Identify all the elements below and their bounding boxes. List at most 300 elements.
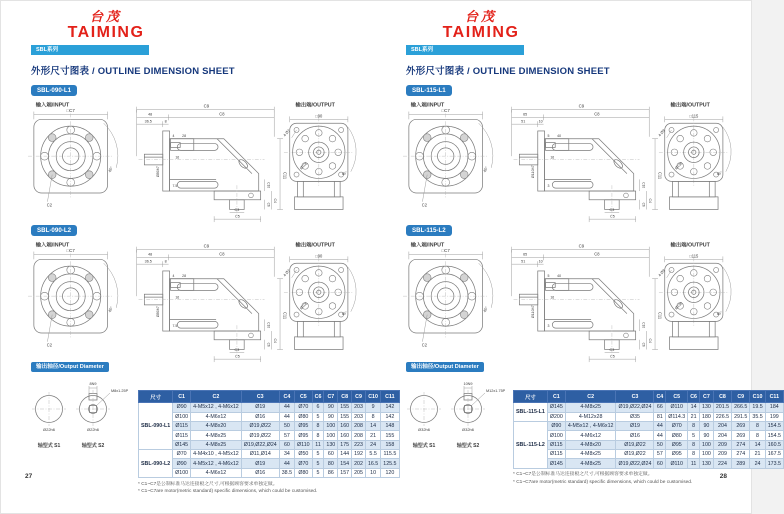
- output-shaft-diagram: [27, 373, 139, 455]
- dim-cell: 5: [688, 431, 700, 440]
- dim-cell: 9: [365, 403, 380, 412]
- sq_out-label: □90: [315, 253, 323, 259]
- ld3-label: 16: [550, 155, 555, 160]
- dim-cell: 204: [713, 421, 731, 430]
- ld1-label: 5: [547, 133, 550, 138]
- dimension-table-wrap: [138, 390, 397, 496]
- dim-cell: Ø19: [616, 421, 654, 430]
- shaft_s2_label-label: 轴型式 S2: [81, 443, 105, 449]
- dim-cell: 173.5: [765, 459, 783, 468]
- shaft_s1_dim-label: Ø22h6: [42, 427, 56, 432]
- dim-cell: 158: [381, 440, 399, 449]
- model-badge: SBL-115-L2: [406, 225, 452, 236]
- d3-label: 8: [164, 259, 167, 264]
- dim-cell: 269: [732, 421, 750, 430]
- dim-cell: Ø110: [666, 459, 688, 468]
- table-row: [514, 412, 784, 421]
- shaft_key_dim-label: 10N9: [463, 382, 473, 386]
- table-row: [514, 403, 784, 412]
- shaft_s1_dim-label: Ø32h6: [417, 427, 431, 432]
- oang-label: 45°: [341, 170, 348, 177]
- dim-cell: Ø90: [173, 403, 191, 412]
- d1-label: 48: [148, 252, 153, 257]
- c5-label: C5: [235, 354, 240, 359]
- dim-cell: Ø19,Ø22: [616, 440, 654, 449]
- technical-drawing: [392, 98, 732, 224]
- shaft_d-label: Ø110h7: [530, 305, 535, 319]
- c8-label: C8: [219, 111, 225, 117]
- dim-cell: Ø19,Ø22: [616, 450, 654, 459]
- sq_in-label: □C7: [441, 248, 450, 254]
- dim-cell: 4-M5x12 , 4-M6x12: [565, 421, 616, 430]
- shaft_tap-label: M12x1.75P: [486, 389, 506, 393]
- shaft_s1_label-label: 轴型式 S1: [37, 443, 61, 449]
- dim-cell: Ø200: [547, 412, 565, 421]
- output-diameter-badge: 输出轴径/Output Diameter: [31, 362, 109, 372]
- dim-cell: 130: [700, 459, 714, 468]
- column-header: C10: [365, 391, 380, 403]
- dim-cell: 60: [279, 440, 294, 449]
- dim-cell: Ø110: [666, 403, 688, 412]
- dim-cell: 154.5: [765, 431, 783, 440]
- dim-cell: 24: [365, 440, 380, 449]
- dim-cell: 11: [312, 440, 324, 449]
- ld2-label: 40: [557, 133, 562, 138]
- dim-cell: 209: [713, 450, 731, 459]
- holes-label: 4-Ø9: [657, 128, 666, 138]
- dim-cell: 289: [732, 459, 750, 468]
- table-row: [139, 440, 400, 449]
- dim-cell: Ø16: [616, 431, 654, 440]
- column-header: C5: [666, 391, 688, 403]
- inp-label: 输入端/INPUT: [410, 102, 445, 109]
- c3-label: C3: [609, 347, 615, 352]
- logo-wordmark: TAIMING: [442, 24, 520, 41]
- dim-cell: 160: [338, 431, 352, 440]
- out-label: 输出端/OUTPUT: [670, 102, 710, 109]
- dim-cell: 21: [688, 412, 700, 421]
- ld2-label: 28: [182, 273, 187, 278]
- column-header: C6: [312, 391, 324, 403]
- column-header: C11: [765, 391, 783, 403]
- column-header: 尺寸: [514, 391, 548, 403]
- column-header: C4: [279, 391, 294, 403]
- page-27: [1, 1, 397, 513]
- dim-cell: 5.5: [365, 450, 380, 459]
- column-header: C2: [565, 391, 616, 403]
- column-header: C3: [241, 391, 279, 403]
- dim-cell: 155: [338, 412, 352, 421]
- model-cell: SBL-090-L2: [139, 450, 173, 478]
- c3-label: C3: [234, 347, 240, 352]
- dim-cell: 205: [352, 468, 366, 477]
- out-label: 输出端/OUTPUT: [670, 242, 710, 249]
- dim-cell: 50: [654, 440, 666, 449]
- dim-cell: 291.5: [732, 412, 750, 421]
- series-banner: SBL系列: [31, 45, 149, 55]
- dim-cell: 269: [732, 431, 750, 440]
- dim-cell: Ø16: [241, 468, 279, 477]
- dim-cell: 167.5: [765, 450, 783, 459]
- c4-label: C4: [273, 198, 278, 203]
- c5-label: C5: [610, 354, 615, 359]
- c11-label: C11: [282, 171, 288, 180]
- oang-label: 45°: [716, 170, 723, 177]
- dim-cell: 4-M6x12: [191, 468, 242, 477]
- dim-cell: 57: [654, 450, 666, 459]
- shaft_tap-label: M8x1.25P: [111, 389, 129, 393]
- table-row: [514, 421, 784, 430]
- dim-cell: 44: [279, 412, 294, 421]
- dim-cell: 21: [750, 450, 765, 459]
- dim-cell: 66: [654, 403, 666, 412]
- dim-cell: Ø50: [295, 450, 313, 459]
- c6-label: C6: [641, 342, 646, 347]
- dim-cell: 4-M5x12 , 4-M6x12: [191, 403, 242, 412]
- column-header: C7: [700, 391, 714, 403]
- dim-cell: 266.5: [732, 403, 750, 412]
- dim-cell: 148: [381, 421, 399, 430]
- c9-label: C9: [578, 243, 585, 249]
- holes-label: 4-Ø9: [657, 268, 666, 278]
- table-row: [514, 459, 784, 468]
- dim-cell: 34: [279, 450, 294, 459]
- dim-cell: 57: [279, 431, 294, 440]
- output-shaft-diagram: [402, 373, 514, 455]
- dim-cell: 5: [312, 468, 324, 477]
- dim-cell: 38.5: [279, 468, 294, 477]
- c2-label: C2: [46, 342, 52, 348]
- dim-cell: 90: [324, 412, 338, 421]
- d2-label: 51: [521, 259, 526, 264]
- dim-cell: 100: [700, 450, 714, 459]
- dim-cell: Ø19: [241, 403, 279, 412]
- c4-label: C4: [648, 338, 653, 343]
- column-header: C7: [324, 391, 338, 403]
- dim-cell: 209: [713, 440, 731, 449]
- dim-cell: 199: [765, 412, 783, 421]
- sq_in-label: □C7: [66, 108, 75, 114]
- column-header: C8: [338, 391, 352, 403]
- model-badge: SBL-115-L1: [406, 85, 452, 96]
- dim-cell: 8: [750, 431, 765, 440]
- dim-cell: Ø114.3: [666, 412, 688, 421]
- table-row: [139, 450, 400, 459]
- dim-cell: 90: [700, 421, 714, 430]
- c10-label: C10: [641, 322, 646, 329]
- c10-label: C10: [266, 182, 271, 189]
- column-header: C11: [381, 391, 399, 403]
- c6-label: C6: [266, 202, 271, 207]
- c11-label: C11: [657, 171, 663, 180]
- page-number: 27: [25, 473, 33, 480]
- dim-cell: 44: [654, 421, 666, 430]
- dim-cell: 226.5: [713, 412, 731, 421]
- dimension-table-wrap: [513, 390, 781, 486]
- c4-label: C4: [273, 338, 278, 343]
- dim-cell: 208: [352, 431, 366, 440]
- d2-label: 36.5: [144, 119, 152, 124]
- table-row: [514, 440, 784, 449]
- page-number: 28: [719, 473, 727, 480]
- page-28: [376, 1, 781, 513]
- c11-label: C11: [657, 311, 663, 320]
- dim-cell: Ø95: [295, 421, 313, 430]
- dim-cell: Ø70: [295, 403, 313, 412]
- dim-cell: Ø11,Ø14: [241, 450, 279, 459]
- dim-cell: 44: [654, 431, 666, 440]
- c2-label: C2: [46, 202, 52, 208]
- d1-label: 65: [523, 252, 528, 257]
- dim-cell: Ø90: [547, 421, 565, 430]
- inp-label: 输入端/INPUT: [410, 242, 445, 249]
- dim-cell: 154: [338, 459, 352, 468]
- dim-cell: Ø19: [241, 459, 279, 468]
- dim-cell: 208: [352, 421, 366, 430]
- oang-label: 45°: [716, 310, 723, 317]
- dim-cell: 21: [365, 431, 380, 440]
- ld1-label: 4: [172, 133, 175, 138]
- dim-cell: 184: [765, 403, 783, 412]
- dim-cell: 4-M6x12: [565, 431, 616, 440]
- inp-label: 输入端/INPUT: [35, 242, 70, 249]
- c8-label: C8: [594, 111, 600, 117]
- dim-cell: Ø70: [173, 450, 191, 459]
- ld3-label: 16: [175, 155, 180, 160]
- dim-cell: 14: [688, 403, 700, 412]
- dim-cell: 125.5: [381, 459, 399, 468]
- column-header: C5: [295, 391, 313, 403]
- note-en: * C1~C7are motor(metric standard) specific dimensions, which could be customised.: [138, 489, 318, 495]
- dim-cell: 8: [312, 431, 324, 440]
- logo-chinese: 台茂: [464, 10, 497, 25]
- inp-label: 输入端/INPUT: [35, 102, 70, 109]
- ang-label: 45°: [481, 305, 490, 314]
- dim-cell: 204: [713, 431, 731, 440]
- table-notes: [513, 471, 747, 486]
- d1-label: 65: [523, 112, 528, 117]
- d3-label: 10: [538, 119, 543, 124]
- dim-cell: 35.5: [750, 412, 765, 421]
- model-cell: SBL-090-L1: [139, 403, 173, 450]
- dim-cell: 44: [279, 459, 294, 468]
- dim-cell: 192: [352, 450, 366, 459]
- dim-cell: 60: [324, 450, 338, 459]
- dim-cell: Ø19,Ø22,Ø24: [616, 403, 654, 412]
- note-cn: * C1~C7是公制标准马达连接板之尺寸,可根据顾客要求单独定做。: [138, 481, 278, 487]
- dim-cell: 142: [381, 403, 399, 412]
- dim-cell: 142: [381, 412, 399, 421]
- table-row: [139, 459, 400, 468]
- bcd-label: Ø105: [299, 301, 309, 311]
- c5-label: C5: [610, 214, 615, 219]
- dim-cell: Ø80: [666, 431, 688, 440]
- bcd-label: Ø130: [674, 301, 684, 311]
- column-header: 尺寸: [139, 391, 173, 403]
- ld2-label: 28: [182, 133, 187, 138]
- column-header: C9: [732, 391, 750, 403]
- column-header: C8: [713, 391, 731, 403]
- dim-cell: 4-M4x10 , 4-M5x12: [191, 450, 242, 459]
- column-header: C2: [191, 391, 242, 403]
- ld4-label: 3: [547, 184, 550, 189]
- column-header: C1: [547, 391, 565, 403]
- dim-cell: Ø115: [547, 440, 565, 449]
- dim-cell: 24: [750, 459, 765, 468]
- model-badge: SBL-090-L2: [31, 225, 77, 236]
- holes-label: 4-Ø7: [282, 128, 291, 138]
- dim-cell: 224: [713, 459, 731, 468]
- dim-cell: 4-M8x20: [191, 421, 242, 430]
- dim-cell: Ø145: [173, 440, 191, 449]
- dim-cell: 203: [352, 403, 366, 412]
- dim-cell: Ø115: [547, 450, 565, 459]
- c5-label: C5: [235, 214, 240, 219]
- c9-label: C9: [203, 103, 210, 109]
- dimension-drawing-row: [17, 98, 357, 224]
- shaft_s2_label-label: 轴型式 S2: [456, 443, 480, 449]
- dim-cell: 4-M8x20: [565, 440, 616, 449]
- dim-cell: 8: [365, 412, 380, 421]
- c6-label: C6: [641, 202, 646, 207]
- output-diameter-badge: 输出轴径/Output Diameter: [406, 362, 484, 372]
- c3-label: C3: [234, 207, 240, 212]
- dim-cell: 223: [352, 440, 366, 449]
- dim-cell: 4-M5x12 , 4-M6x12: [191, 459, 242, 468]
- out-label: 输出端/OUTPUT: [295, 242, 335, 249]
- ang-label: 45°: [481, 165, 490, 174]
- dim-cell: 203: [352, 412, 366, 421]
- dimension-table: [138, 390, 400, 478]
- dim-cell: Ø70: [295, 459, 313, 468]
- dim-cell: 90: [324, 403, 338, 412]
- dim-cell: 5: [312, 459, 324, 468]
- technical-drawing: [17, 238, 357, 364]
- c3-label: C3: [609, 207, 615, 212]
- dim-cell: 86: [324, 468, 338, 477]
- dim-cell: 100: [700, 440, 714, 449]
- dim-cell: Ø100: [173, 468, 191, 477]
- shaft_d-label: Ø80h7: [155, 166, 160, 178]
- dim-cell: Ø90: [173, 459, 191, 468]
- column-header: C1: [173, 391, 191, 403]
- dimension-drawing-row: [392, 238, 732, 364]
- dim-cell: 4-M8x25: [191, 431, 242, 440]
- dim-cell: 4-M8x25: [565, 450, 616, 459]
- ld3-label: 16: [175, 295, 180, 300]
- dim-cell: 14: [750, 440, 765, 449]
- dim-cell: 155: [381, 431, 399, 440]
- note-en: * C1~C7are motor(metric standard) specific dimensions, which could be customised.: [513, 479, 693, 485]
- dim-cell: 6: [312, 403, 324, 412]
- shaft_s2_dim-label: Ø22h6: [86, 427, 100, 432]
- dim-cell: Ø80: [295, 468, 313, 477]
- dim-cell: 8: [750, 421, 765, 430]
- dim-cell: 175: [338, 440, 352, 449]
- ld4-label: 7.5: [172, 324, 178, 329]
- dim-cell: Ø100: [547, 431, 565, 440]
- page-title: 外形尺寸图表 / OUTLINE DIMENSION SHEET: [406, 66, 610, 77]
- ang-label: 45°: [106, 305, 115, 314]
- dim-cell: 4-M8x25: [565, 403, 616, 412]
- dim-cell: 16.5: [365, 459, 380, 468]
- dim-cell: 8: [688, 450, 700, 459]
- shaft_s2_dim-label: Ø32h6: [461, 427, 475, 432]
- dim-cell: Ø19,Ø22,Ø24: [241, 440, 279, 449]
- dimension-table: [513, 390, 784, 469]
- dim-cell: Ø95: [666, 440, 688, 449]
- c6-label: C6: [266, 342, 271, 347]
- shaft-diagrams: [27, 373, 139, 455]
- page-title: 外形尺寸图表 / OUTLINE DIMENSION SHEET: [31, 66, 235, 77]
- c2-label: C2: [421, 202, 427, 208]
- model-cell: SBL-115-L2: [514, 421, 548, 468]
- sq_out-label: □115: [689, 113, 699, 119]
- table-row: [139, 431, 400, 440]
- column-header: C4: [654, 391, 666, 403]
- dimension-drawing-row: [17, 238, 357, 364]
- dim-cell: 8: [312, 421, 324, 430]
- shaft_s1_label-label: 轴型式 S1: [412, 443, 436, 449]
- table-row: [139, 468, 400, 477]
- dim-cell: 201.5: [713, 403, 731, 412]
- column-header: C3: [616, 391, 654, 403]
- dim-cell: 115.5: [381, 450, 399, 459]
- dim-cell: 5: [312, 412, 324, 421]
- dim-cell: Ø70: [666, 421, 688, 430]
- model-cell: SBL-115-L1: [514, 403, 548, 422]
- c10-label: C10: [266, 322, 271, 329]
- oang-label: 45°: [341, 310, 348, 317]
- dim-cell: Ø95: [666, 450, 688, 459]
- dim-cell: 80: [324, 459, 338, 468]
- c11-label: C11: [282, 311, 288, 320]
- ld1-label: 5: [547, 273, 550, 278]
- dim-cell: 90: [700, 431, 714, 440]
- shaft_d-label: Ø110h7: [530, 165, 535, 179]
- logo-wordmark: TAIMING: [67, 24, 145, 41]
- shaft_key_dim-label: 8N9: [89, 382, 97, 386]
- dim-cell: Ø19,Ø22: [241, 431, 279, 440]
- note-cn: * C1~C7是公制标准马达连接板之尺寸,可根据顾客要求单独定做。: [513, 472, 653, 478]
- dim-cell: Ø16: [241, 412, 279, 421]
- dim-cell: 10: [365, 468, 380, 477]
- c4-label: C4: [648, 198, 653, 203]
- dim-cell: 160: [338, 421, 352, 430]
- dim-cell: 8: [688, 421, 700, 430]
- dim-cell: Ø110: [295, 440, 313, 449]
- c8-label: C8: [594, 251, 600, 257]
- d3-label: 10: [538, 259, 543, 264]
- model-badge: SBL-090-L1: [31, 85, 77, 96]
- dim-cell: 4-M6x12: [191, 412, 242, 421]
- dim-cell: Ø19,Ø22: [241, 421, 279, 430]
- dim-cell: 50: [279, 421, 294, 430]
- dim-cell: Ø100: [173, 412, 191, 421]
- dim-cell: 202: [352, 459, 366, 468]
- c8-label: C8: [219, 251, 225, 257]
- technical-drawing: [17, 98, 357, 224]
- c9-label: C9: [203, 243, 210, 249]
- bcd-label: Ø105: [299, 161, 309, 171]
- dim-cell: Ø19,Ø22,Ø24: [616, 459, 654, 468]
- sq_in-label: □C7: [441, 108, 450, 114]
- technical-drawing: [392, 238, 732, 364]
- dim-cell: 274: [732, 440, 750, 449]
- out-label: 输出端/OUTPUT: [295, 102, 335, 109]
- c10-label: C10: [641, 182, 646, 189]
- logo-chinese: 台茂: [89, 10, 122, 25]
